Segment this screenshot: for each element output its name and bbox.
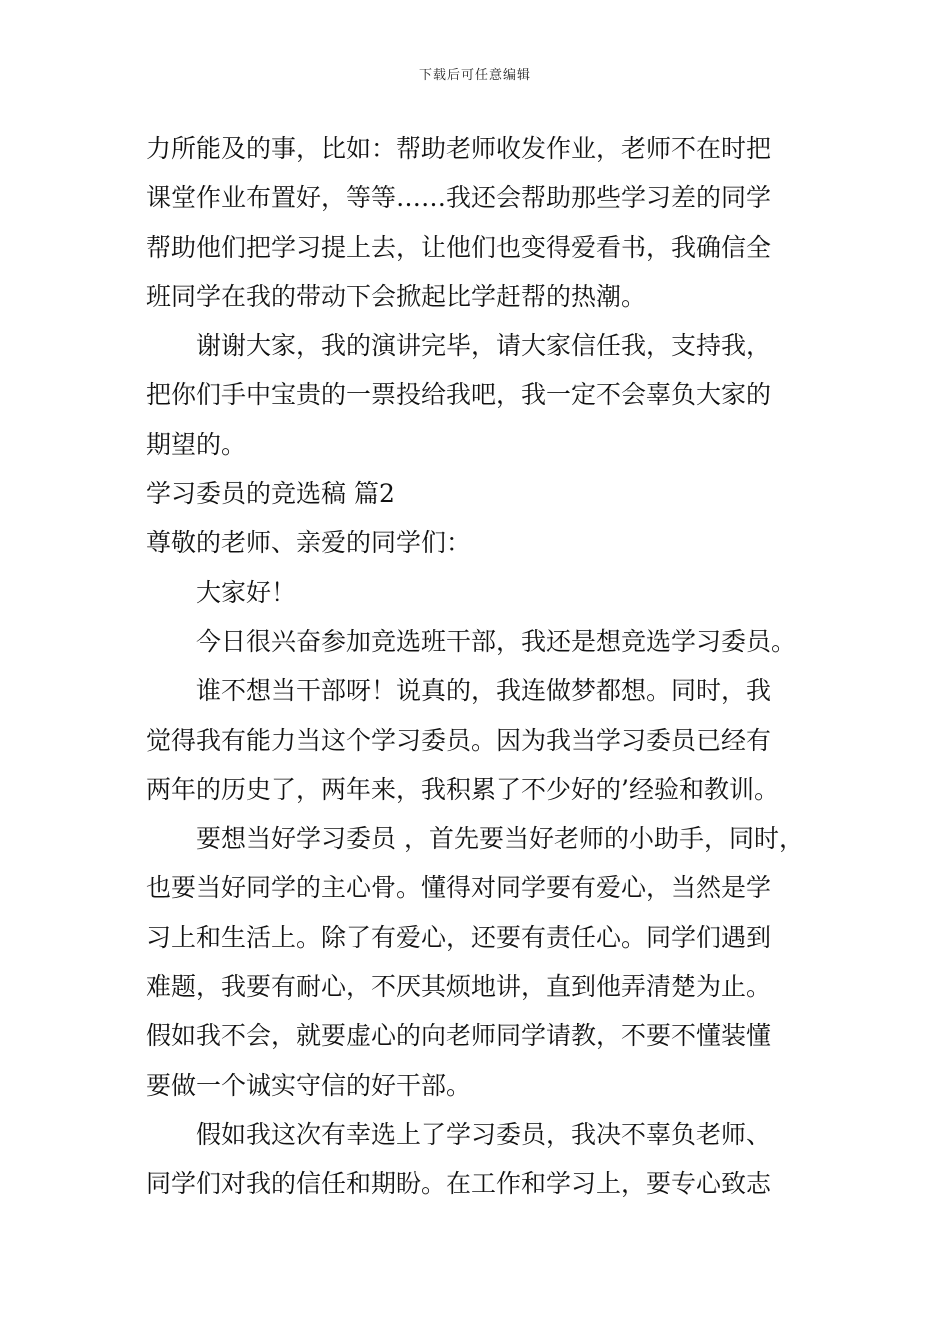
text-line: 把你们手中宝贵的一票投给我吧，我一定不会辜负大家的 [146, 380, 772, 410]
document-body [146, 124, 826, 1209]
text-line: 要做一个诚实守信的好干部。 [146, 1070, 472, 1100]
text-line: 今日很兴奋参加竞选班干部，我还是想竞选学习委员。 [196, 626, 797, 656]
page-header: 下载后可任意编辑 [418, 68, 531, 83]
text-line: 课堂作业布置好，等等……我还会帮助那些学习差的同学 [146, 183, 772, 213]
text-line: 期望的。 [146, 429, 247, 459]
text-line: 觉得我有能力当这个学习委员。因为我当学习委员已经有 [146, 725, 772, 755]
text-line: 力所能及的事，比如：帮助老师收发作业，老师不在时把 [146, 134, 772, 163]
section-heading: 学习委员的竞选稿 篇2 [146, 479, 395, 509]
text-line: 班同学在我的带动下会掀起比学赶帮的热潮。 [146, 281, 647, 311]
text-line: 谢谢大家，我的演讲完毕，请大家信任我，支持我， [196, 331, 772, 361]
text-line: 两年的历史了，两年来，我积累了不少好的’经验和教训。 [146, 774, 779, 804]
text-line: 难题，我要有耐心，不厌其烦地讲，直到他弄清楚为止。 [146, 972, 772, 1002]
text-line: 假如我不会，就要虚心的向老师同学请教，不要不懂装懂 [146, 1021, 772, 1051]
text-line: 假如我这次有幸选上了学习委员，我决不辜负老师、 [196, 1119, 772, 1149]
text-line: 谁不想当干部呀！说真的，我连做梦都想。同时，我 [196, 676, 772, 706]
text-line: 也要当好同学的主心骨。懂得对同学要有爱心，当然是学 [146, 873, 772, 903]
text-line: 帮助他们把学习提上去，让他们也变得爱看书，我确信全 [146, 232, 772, 262]
text-line: 要想当好学习委员 ，首先要当好老师的小助手，同时， [196, 824, 804, 854]
text-line: 习上和生活上。除了有爱心，还要有责任心。同学们遇到 [146, 922, 772, 952]
text-line: 同学们对我的信任和期盼。在工作和学习上，要专心致志 [146, 1169, 772, 1199]
text-line: 大家好！ [196, 577, 297, 607]
salutation: 尊敬的老师、亲爱的同学们： [146, 528, 472, 558]
